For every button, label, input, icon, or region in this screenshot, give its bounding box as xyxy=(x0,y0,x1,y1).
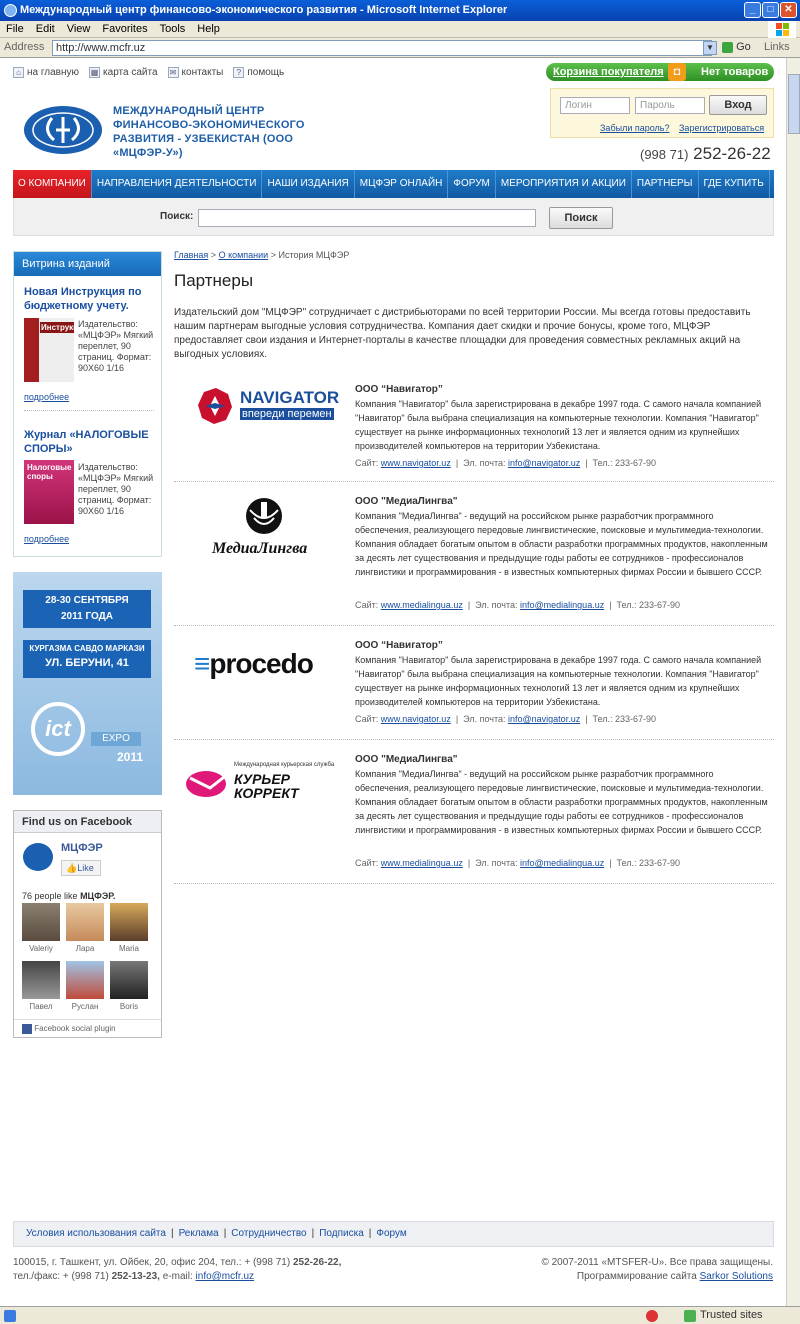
login-panel xyxy=(550,88,774,138)
partner-contacts: Сайт: www.navigator.uz | Эл. почта: info@navigator.uz | Тел.: 233-67-90 xyxy=(355,714,657,724)
banner-address: УЛ. БЕРУНИ, 41 xyxy=(45,657,129,669)
address-dropdown-icon[interactable]: ▼ xyxy=(703,41,717,55)
window-title: Международный центр финансово-экономического развития - Microsoft Internet Explorer xyxy=(20,4,508,16)
procedo-logo[interactable] xyxy=(174,644,344,684)
email-label: Эл. почта: xyxy=(463,458,506,468)
banner-year: 2011 ГОДА xyxy=(60,611,113,622)
login-input[interactable] xyxy=(560,97,630,114)
address-label: Address xyxy=(4,41,45,53)
facebook-like-button[interactable] xyxy=(61,860,101,876)
page-title: Партнеры xyxy=(174,271,254,290)
intro-text: Издательский дом "МЦФЭР" сотрудничает с дистрибьюторами по всей территории России. Мы всегда готовы предоставить нашим партнерам выгодные условия сотрудничества. Компания дает скидки и прочие бонусы, кроме того, МЦФЭР предоставляет свои издания и Интернет-порталы в качестве площадки для проведения совместных рекламных акций на выгодных условиях. xyxy=(174,307,751,360)
partner-tel: 233-67-90 xyxy=(639,600,681,610)
search-input[interactable] xyxy=(198,209,536,227)
site-label: Сайт: xyxy=(355,714,379,724)
partner-contacts: Сайт: www.navigator.uz | Эл. почта: info@navigator.uz | Тел.: 233-67-90 xyxy=(355,458,657,468)
breadcrumb xyxy=(174,250,349,260)
cart-status: Нет товаров xyxy=(701,66,769,78)
tel-label: Тел.: xyxy=(592,458,613,468)
home-link-label: на главную xyxy=(27,67,80,78)
fan-avatar[interactable] xyxy=(22,961,60,999)
partner-site-link[interactable]: www.navigator.uz xyxy=(380,714,451,724)
ie-icon xyxy=(4,4,17,17)
showcase-item-cover[interactable] xyxy=(24,318,88,382)
fan-avatar[interactable] xyxy=(66,961,104,999)
window-titlebar xyxy=(0,0,800,21)
login-button[interactable]: Вход xyxy=(709,95,767,115)
banner-dates: 28-30 СЕНТЯБРЯ xyxy=(45,595,129,606)
partner-contacts: Сайт: www.medialingua.uz | Эл. почта: info@medialingua.uz | Тел.: 233-67-90 xyxy=(355,858,681,868)
like-label: Like xyxy=(77,863,94,873)
go-arrow-icon xyxy=(722,42,733,53)
address-bar xyxy=(0,38,800,58)
tel-label: Тел.: xyxy=(592,714,613,724)
site-logo[interactable] xyxy=(22,104,104,156)
partner-item xyxy=(174,740,774,884)
fax-label: тел./факс: + (998 71) xyxy=(13,1271,109,1282)
fan-name[interactable]: Boris xyxy=(119,1002,139,1011)
search-button[interactable]: Поиск xyxy=(549,207,613,229)
sitemap-link[interactable] xyxy=(89,67,157,78)
partner-item xyxy=(174,378,774,482)
contacts-link[interactable] xyxy=(168,67,224,78)
medialingua-logo[interactable] xyxy=(174,496,344,566)
breadcrumb-sep: > xyxy=(270,250,276,260)
help-icon: ? xyxy=(233,67,244,78)
partner-desc: Компания "Навигатор" была зарегистрирована в декабре 1997 года. С самого начала компанией "Навигатор" была выбрана специализация на компьютерные технологии. Компания "Навигатор" существует на рынке информационных технологий 13 лет и является одним из крупнейших производителей компьютеров на территории Узбекистана. xyxy=(355,399,762,451)
partner-email-link[interactable]: info@navigator.uz xyxy=(508,458,581,468)
menu-bar xyxy=(0,21,800,38)
minimize-button[interactable]: _ xyxy=(744,2,761,18)
logo-text: procedo xyxy=(209,648,313,679)
footer-sep: | xyxy=(311,1228,315,1239)
copyright-text: © 2007-2011 «MTSFER-U». Все права защищены. xyxy=(541,1257,773,1268)
facebook-footer xyxy=(14,1019,161,1037)
navigator-logo[interactable] xyxy=(174,382,344,432)
footer-link-terms[interactable]: Условия использования сайта xyxy=(26,1228,166,1239)
expo-banner[interactable] xyxy=(13,572,162,795)
home-link[interactable] xyxy=(13,67,79,78)
fan-name[interactable]: Павел xyxy=(29,1002,53,1011)
fan-name[interactable]: Maria xyxy=(118,944,139,953)
menu-tools[interactable]: Tools xyxy=(159,23,186,35)
logo-text: NAVIGATOR xyxy=(240,388,340,407)
partner-desc: Компания "Навигатор" была зарегистрирована в декабре 1997 года. С самого начала компанией "Навигатор" была выбрана специализация на компьютерные технологии. Компания "Навигатор" существует на рынке информационных технологий 13 лет и является одним из крупнейших производителей компьютеров на территории Узбекистана. xyxy=(355,655,762,707)
breadcrumb-home[interactable]: Главная xyxy=(174,250,209,260)
partner-tel: 233-67-90 xyxy=(639,858,681,868)
facebook-count xyxy=(22,891,115,901)
windows-logo-icon xyxy=(768,21,796,38)
banner-venue: КУРГАЗМА САВДО МАРКАЗИ xyxy=(29,644,145,653)
search-bar xyxy=(13,198,774,236)
org-name-line3: РАЗВИТИЯ - УЗБЕКИСТАН (ООО «МЦФЭР-У») xyxy=(113,133,294,159)
logo-sub: Международная курьерская служба xyxy=(234,762,335,768)
partner-email-link[interactable]: info@navigator.uz xyxy=(508,714,581,724)
fan-avatar[interactable] xyxy=(22,903,60,941)
forgot-password-link[interactable]: Забыли пароль? xyxy=(600,123,670,133)
partner-tel: 233-67-90 xyxy=(615,714,657,724)
breadcrumb-section[interactable]: О компании xyxy=(218,250,269,260)
help-link[interactable] xyxy=(233,67,284,78)
site-label: Сайт: xyxy=(355,458,379,468)
menu-favorites[interactable]: Favorites xyxy=(102,23,148,35)
email-label: Эл. почта: xyxy=(475,858,518,868)
footer-link-ads[interactable]: Реклама xyxy=(178,1228,219,1239)
showcase-item-title[interactable]: Журнал «НАЛОГОВЫЕ СПОРЫ» xyxy=(24,429,149,455)
tel-label: Тел.: xyxy=(616,858,637,868)
facebook-count-page: МЦФЭР. xyxy=(80,891,116,901)
thumbs-up-icon: 👍 xyxy=(66,863,78,873)
cover-text: Инструкция xyxy=(41,323,88,332)
nav-forum[interactable]: ФОРУМ xyxy=(448,170,496,198)
partner-name: ООО “Навигатор” xyxy=(355,640,443,651)
partner-site-link[interactable]: www.medialingua.uz xyxy=(380,858,463,868)
email-label: e-mail: xyxy=(162,1271,193,1282)
footer-links xyxy=(13,1221,774,1247)
login-placeholder: Логин xyxy=(565,100,592,111)
partner-site-link[interactable]: www.navigator.uz xyxy=(380,458,451,468)
partner-item xyxy=(174,482,774,626)
security-zone: Trusted sites xyxy=(700,1309,763,1321)
fan-name[interactable]: Лара xyxy=(75,944,95,953)
partner-name: ООО "МедиаЛингва" xyxy=(355,754,458,765)
cover-text: Налоговые споры xyxy=(27,463,72,481)
facebook-icon xyxy=(22,1024,32,1034)
go-label: Go xyxy=(736,41,751,53)
facebook-box xyxy=(13,810,162,1038)
org-name xyxy=(113,104,313,160)
fan-name[interactable]: Руслан xyxy=(71,1002,99,1011)
address-text: 100015, г. Ташкент, ул. Ойбек, 20, офис 204, тел.: + (998 71) xyxy=(13,1257,291,1268)
main-nav xyxy=(13,170,774,198)
footer-address xyxy=(13,1256,341,1284)
partner-desc: Компания "МедиаЛингва" - ведущий на российском рынке разработчик программного обеспечения, реализующего передовые лингвистические, поисковые и мультимедиа-технологии. Компания обладает богатым опытом в области разработки программных продуктов, накопленным за десять лет существования и предыдущие годы работы ее сотрудников - профессионалов лингвистики и программирования - в известных компьютерных фирмах России и бывшего СССР. xyxy=(355,511,768,577)
register-link[interactable]: Зарегистрироваться xyxy=(679,123,765,133)
page-icon xyxy=(4,1310,16,1322)
tel-label: Тел.: xyxy=(616,600,637,610)
close-button[interactable]: ✕ xyxy=(780,2,797,18)
search-label: Поиск: xyxy=(160,211,194,222)
contacts-link-label: контакты xyxy=(181,67,224,78)
menu-edit[interactable]: Edit xyxy=(35,23,55,35)
site-label: Сайт: xyxy=(355,858,379,868)
org-name-line1: МЕЖДУНАРОДНЫЙ ЦЕНТР xyxy=(113,105,265,117)
nav-publications[interactable]: НАШИ ИЗДАНИЯ xyxy=(262,170,354,198)
sitemap-icon: ▦ xyxy=(90,68,99,77)
facebook-header: Find us on Facebook xyxy=(14,811,161,833)
fan-avatar[interactable] xyxy=(110,961,148,999)
password-input[interactable] xyxy=(635,97,705,114)
fan-avatar[interactable] xyxy=(66,903,104,941)
address-input[interactable] xyxy=(52,40,712,56)
page-viewport xyxy=(0,58,786,1306)
fan-avatar[interactable] xyxy=(110,903,148,941)
cart-widget[interactable] xyxy=(546,63,774,81)
partner-email-link[interactable]: info@medialingua.uz xyxy=(520,858,605,868)
fax-number: 252-13-23, xyxy=(111,1271,160,1282)
nav-partners[interactable]: ПАРТНЕРЫ xyxy=(632,170,699,198)
showcase-more-link[interactable]: подробнее xyxy=(24,392,70,402)
nav-activities[interactable]: НАПРАВЛЕНИЯ ДЕЯТЕЛЬНОСТИ xyxy=(92,170,263,198)
partner-tel: 233-67-90 xyxy=(615,458,657,468)
facebook-page-name[interactable]: МЦФЭР xyxy=(61,842,103,854)
blocked-icon xyxy=(646,1310,658,1322)
partner-desc: Компания "МедиаЛингва" - ведущий на российском рынке разработчик программного обеспечения, реализующего передовые лингвистические, поисковые и мультимедиа-технологии. Компания обладает богатым опытом в области разработки программных продуктов, накопленным за десять лет существования и предыдущие годы работы ее сотрудников - профессионалов лингвистики и программирования - в известных компьютерных фирмах России и бывшего СССР. xyxy=(355,769,768,835)
nav-events[interactable]: МЕРОПРИЯТИЯ И АКЦИИ xyxy=(496,170,632,198)
mcfr-avatar[interactable] xyxy=(23,843,53,871)
footer-sep: | xyxy=(170,1228,174,1239)
site-label: Сайт: xyxy=(355,600,379,610)
dev-label: Программирование сайта xyxy=(576,1271,697,1282)
showcase-item-desc: Издательство: «МЦФЭР» Мягкий переплет, 90 страниц. Формат: 90Х60 1/16 xyxy=(78,462,154,516)
logo-text: КУРЬЕР КОРРЕКТ xyxy=(234,771,299,801)
showcase-item-title[interactable]: Новая Инструкция по бюджетному учету. xyxy=(24,286,142,312)
footer-email-link[interactable]: info@mcfr.uz xyxy=(195,1271,255,1282)
links-button[interactable]: Links xyxy=(764,41,790,53)
phone-number: 252-26-22 xyxy=(693,144,771,163)
sitemap-link-label: карта сайта xyxy=(103,67,158,78)
trusted-zone-icon xyxy=(684,1310,696,1322)
developer-link[interactable]: Sarkor Solutions xyxy=(699,1271,773,1282)
header-phone xyxy=(640,144,771,164)
help-link-label: помощь xyxy=(247,67,285,78)
banner-expo: EXPO xyxy=(91,732,141,746)
menu-help[interactable]: Help xyxy=(197,23,220,35)
showcase-item-desc: Издательство: «МЦФЭР» Мягкий переплет, 90 страниц. Формат: 90Х60 1/16 xyxy=(78,319,154,373)
kurier-korrekt-logo[interactable] xyxy=(174,758,344,808)
footer-link-forum[interactable]: Форум xyxy=(376,1228,407,1239)
fan-name[interactable]: Valeriy xyxy=(29,944,53,953)
showcase-item-cover[interactable] xyxy=(24,460,74,524)
email-label: Эл. почта: xyxy=(463,714,506,724)
footer-link-subscription[interactable]: Подписка xyxy=(319,1228,364,1239)
maximize-button[interactable]: □ xyxy=(762,2,779,18)
menu-view[interactable]: View xyxy=(66,23,91,35)
cart-label[interactable]: Корзина покупателя xyxy=(553,66,664,78)
breadcrumb-sep: > xyxy=(210,250,217,260)
top-links xyxy=(13,67,284,78)
showcase-box xyxy=(13,251,162,557)
partner-item xyxy=(174,626,774,740)
menu-file[interactable]: File xyxy=(6,23,24,35)
home-icon: ⌂ xyxy=(13,67,24,78)
partner-email-link[interactable]: info@medialingua.uz xyxy=(520,600,605,610)
logo-text: МедиаЛингва xyxy=(212,540,308,557)
footer-sep: | xyxy=(223,1228,227,1239)
facebook-plugin-label: Facebook social plugin xyxy=(34,1024,116,1033)
password-placeholder: Пароль xyxy=(640,100,675,111)
partner-name: ООО "МедиаЛингва" xyxy=(355,496,458,507)
divider xyxy=(24,410,154,411)
nav-about[interactable]: О КОМПАНИИ xyxy=(13,170,92,198)
email-label: Эл. почта: xyxy=(475,600,518,610)
facebook-count-text: 76 people like xyxy=(22,891,78,901)
status-bar xyxy=(0,1306,800,1324)
go-button[interactable] xyxy=(722,41,751,53)
url-text: http://www.mcfr.uz xyxy=(56,42,146,54)
nav-where-to-buy[interactable]: ГДЕ КУПИТЬ xyxy=(699,170,770,198)
contacts-icon: ✉ xyxy=(168,67,179,78)
cart-bag-icon: ◘ xyxy=(668,63,686,81)
banner-expo-year: 2011 xyxy=(117,750,144,764)
showcase-more-link[interactable]: подробнее xyxy=(24,534,70,544)
logo-wrap xyxy=(194,648,313,680)
ict-expo-logo: ict xyxy=(31,702,85,756)
org-name-line2: ФИНАНСОВО-ЭКОНОМИЧЕСКОГО xyxy=(113,119,305,131)
showcase-title: Витрина изданий xyxy=(14,252,161,276)
procedo-mark: ≡ xyxy=(194,648,210,679)
footer-copyright xyxy=(541,1256,773,1284)
vertical-scrollbar[interactable] xyxy=(786,58,800,1306)
partner-site-link[interactable]: www.medialingua.uz xyxy=(380,600,463,610)
partner-contacts: Сайт: www.medialingua.uz | Эл. почта: info@medialingua.uz | Тел.: 233-67-90 xyxy=(355,600,681,610)
nav-online[interactable]: МЦФЭР ОНЛАЙН xyxy=(355,170,449,198)
logo-sub: впереди перемен xyxy=(242,408,332,420)
footer-link-cooperation[interactable]: Сотрудничество xyxy=(231,1228,307,1239)
partner-name: ООО “Навигатор” xyxy=(355,384,443,395)
breadcrumb-current: История МЦФЭР xyxy=(278,250,350,260)
address-phone: 252-26-22, xyxy=(292,1257,342,1268)
footer-sep: | xyxy=(368,1228,372,1239)
phone-code: (998 71) xyxy=(640,147,689,162)
scrollbar-thumb[interactable] xyxy=(788,74,800,134)
